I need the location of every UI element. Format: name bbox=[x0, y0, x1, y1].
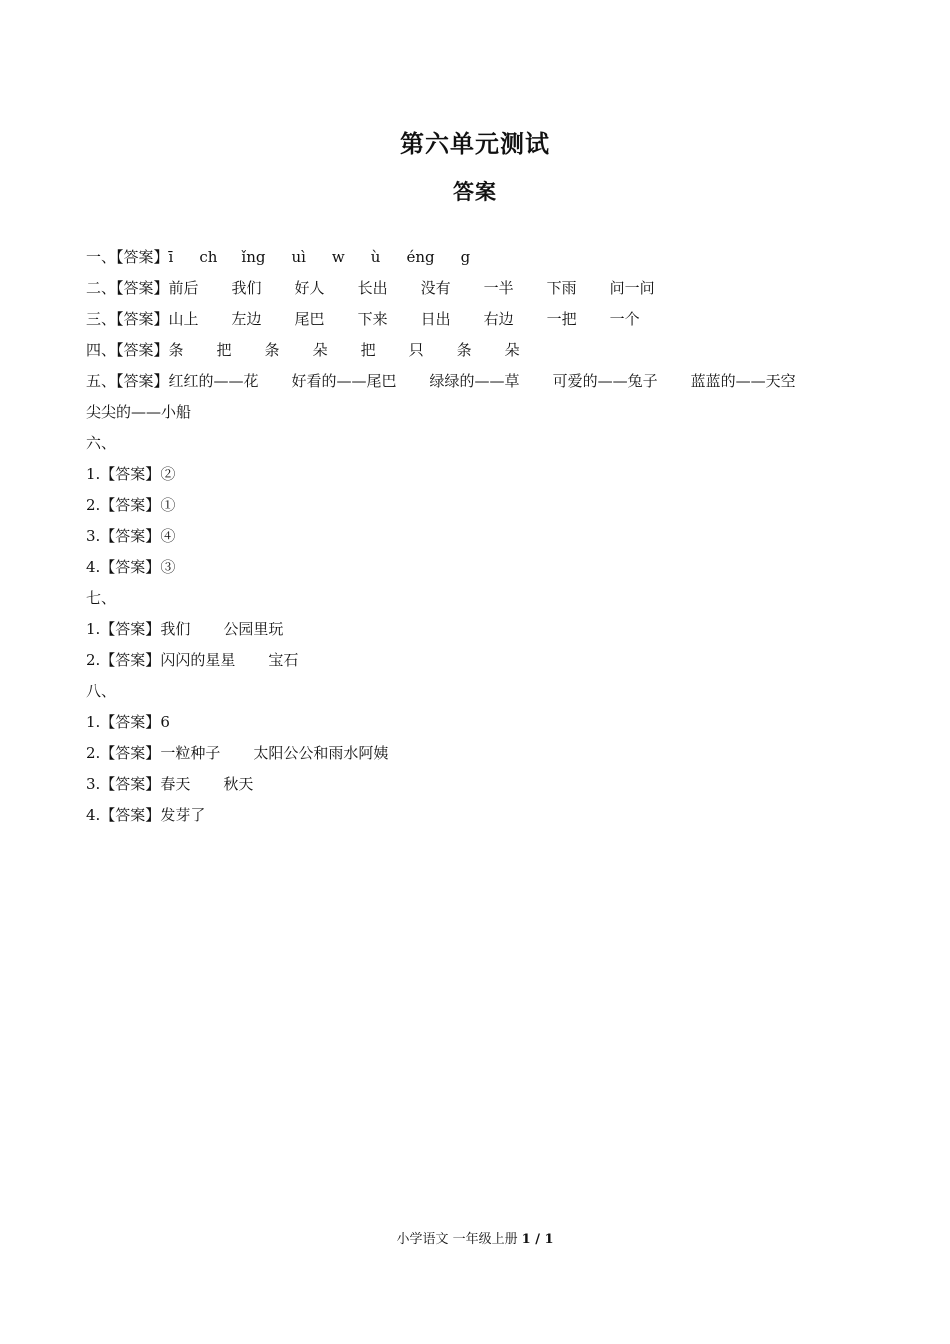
section-6-answer-1 bbox=[86, 460, 876, 491]
answer-item: 条 bbox=[168, 341, 184, 359]
answer-item: 一半 bbox=[483, 279, 514, 297]
section-6-answer-3 bbox=[86, 522, 876, 553]
answer-item: 没有 bbox=[420, 279, 451, 297]
answer-item: 红红的——花 bbox=[168, 372, 259, 390]
answer-item: 宝石 bbox=[268, 651, 299, 669]
answer-item: 我们 bbox=[160, 620, 191, 638]
section-2 bbox=[86, 274, 876, 305]
answer-label: 1.【答案】 bbox=[86, 713, 161, 731]
section-6-heading: 六、 bbox=[86, 434, 117, 452]
answer-label: 3.【答案】 bbox=[86, 775, 161, 793]
answer-item: 下来 bbox=[357, 310, 388, 328]
answer-item: g bbox=[460, 248, 471, 266]
answer-label: 1.【答案】 bbox=[86, 620, 161, 638]
footer-text: 小学语文 一年级上册 bbox=[396, 1232, 518, 1247]
answer-item: ② bbox=[160, 465, 176, 483]
answer-item: ③ bbox=[160, 558, 176, 576]
section-8-answer-3 bbox=[86, 770, 876, 801]
section-8-answer-2 bbox=[86, 739, 876, 770]
answer-item: ù bbox=[370, 248, 381, 266]
answer-item: 尾巴 bbox=[294, 310, 325, 328]
answer-label: 4.【答案】 bbox=[86, 806, 161, 824]
answer-item: ch bbox=[199, 248, 218, 266]
page-subtitle: 答案 bbox=[453, 179, 497, 204]
answer-item: 闪闪的星星 bbox=[160, 651, 236, 669]
answer-item: 左边 bbox=[231, 310, 262, 328]
answer-item: 可爱的——兔子 bbox=[552, 372, 658, 390]
answer-item: 把 bbox=[216, 341, 232, 359]
answer-item: 条 bbox=[264, 341, 280, 359]
answer-item: 尖尖的——小船 bbox=[86, 403, 192, 421]
answer-item: 问一问 bbox=[609, 279, 655, 297]
section-3-label: 三、【答案】 bbox=[86, 310, 169, 328]
answer-label: 1.【答案】 bbox=[86, 465, 161, 483]
answer-item: ī bbox=[168, 248, 174, 266]
answer-label: 3.【答案】 bbox=[86, 527, 161, 545]
answer-item: 一粒种子 bbox=[160, 744, 221, 762]
answer-item: 条 bbox=[456, 341, 472, 359]
answer-item: 6 bbox=[160, 713, 170, 731]
section-7-answer-2 bbox=[86, 646, 876, 677]
answer-item: 公园里玩 bbox=[223, 620, 284, 638]
section-6-answer-2 bbox=[86, 491, 876, 522]
section-8-answer-4 bbox=[86, 801, 876, 832]
section-6-answer-4 bbox=[86, 553, 876, 584]
answer-content bbox=[86, 243, 876, 832]
answer-item: 朵 bbox=[504, 341, 520, 359]
section-1-label: 一、【答案】 bbox=[86, 248, 169, 266]
section-5 bbox=[86, 367, 876, 398]
section-5-label: 五、【答案】 bbox=[86, 372, 169, 390]
answer-item: 长出 bbox=[357, 279, 388, 297]
answer-item: 只 bbox=[408, 341, 424, 359]
answer-item: 一把 bbox=[546, 310, 577, 328]
answer-item: 蓝蓝的——天空 bbox=[690, 372, 796, 390]
page-title: 第六单元测试 bbox=[400, 129, 550, 158]
answer-item: 好看的——尾巴 bbox=[291, 372, 397, 390]
answer-item: 前后 bbox=[168, 279, 199, 297]
answer-label: 2.【答案】 bbox=[86, 651, 161, 669]
answer-item: 我们 bbox=[231, 279, 262, 297]
section-8-heading: 八、 bbox=[86, 682, 117, 700]
answer-item: w bbox=[331, 248, 345, 266]
answer-item: 好人 bbox=[294, 279, 325, 297]
section-4-label: 四、【答案】 bbox=[86, 341, 169, 359]
section-8-answer-1 bbox=[86, 708, 876, 739]
page-footer bbox=[0, 1228, 950, 1247]
answer-item: éng bbox=[406, 248, 435, 266]
answer-item: 右边 bbox=[483, 310, 514, 328]
section-1 bbox=[86, 243, 876, 274]
answer-label: 4.【答案】 bbox=[86, 558, 161, 576]
section-2-label: 二、【答案】 bbox=[86, 279, 169, 297]
section-7-answer-1 bbox=[86, 615, 876, 646]
answer-item: 朵 bbox=[312, 341, 328, 359]
section-7-heading: 七、 bbox=[86, 589, 117, 607]
answer-item: ① bbox=[160, 496, 176, 514]
answer-item: 把 bbox=[360, 341, 376, 359]
section-5-continuation bbox=[86, 398, 876, 429]
answer-item: 发芽了 bbox=[160, 806, 206, 824]
answer-item: 下雨 bbox=[546, 279, 577, 297]
answer-item: ǐng bbox=[241, 248, 266, 266]
answer-item: 日出 bbox=[420, 310, 451, 328]
answer-item: 绿绿的——草 bbox=[429, 372, 520, 390]
page-number: 1 / 1 bbox=[521, 1232, 554, 1247]
answer-item: 秋天 bbox=[223, 775, 254, 793]
answer-label: 2.【答案】 bbox=[86, 496, 161, 514]
answer-item: 山上 bbox=[168, 310, 199, 328]
answer-item: ④ bbox=[160, 527, 176, 545]
answer-item: uì bbox=[291, 248, 306, 266]
answer-item: 春天 bbox=[160, 775, 191, 793]
section-3 bbox=[86, 305, 876, 336]
answer-item: 一个 bbox=[609, 310, 640, 328]
section-4 bbox=[86, 336, 876, 367]
answer-item: 太阳公公和雨水阿姨 bbox=[253, 744, 389, 762]
answer-label: 2.【答案】 bbox=[86, 744, 161, 762]
